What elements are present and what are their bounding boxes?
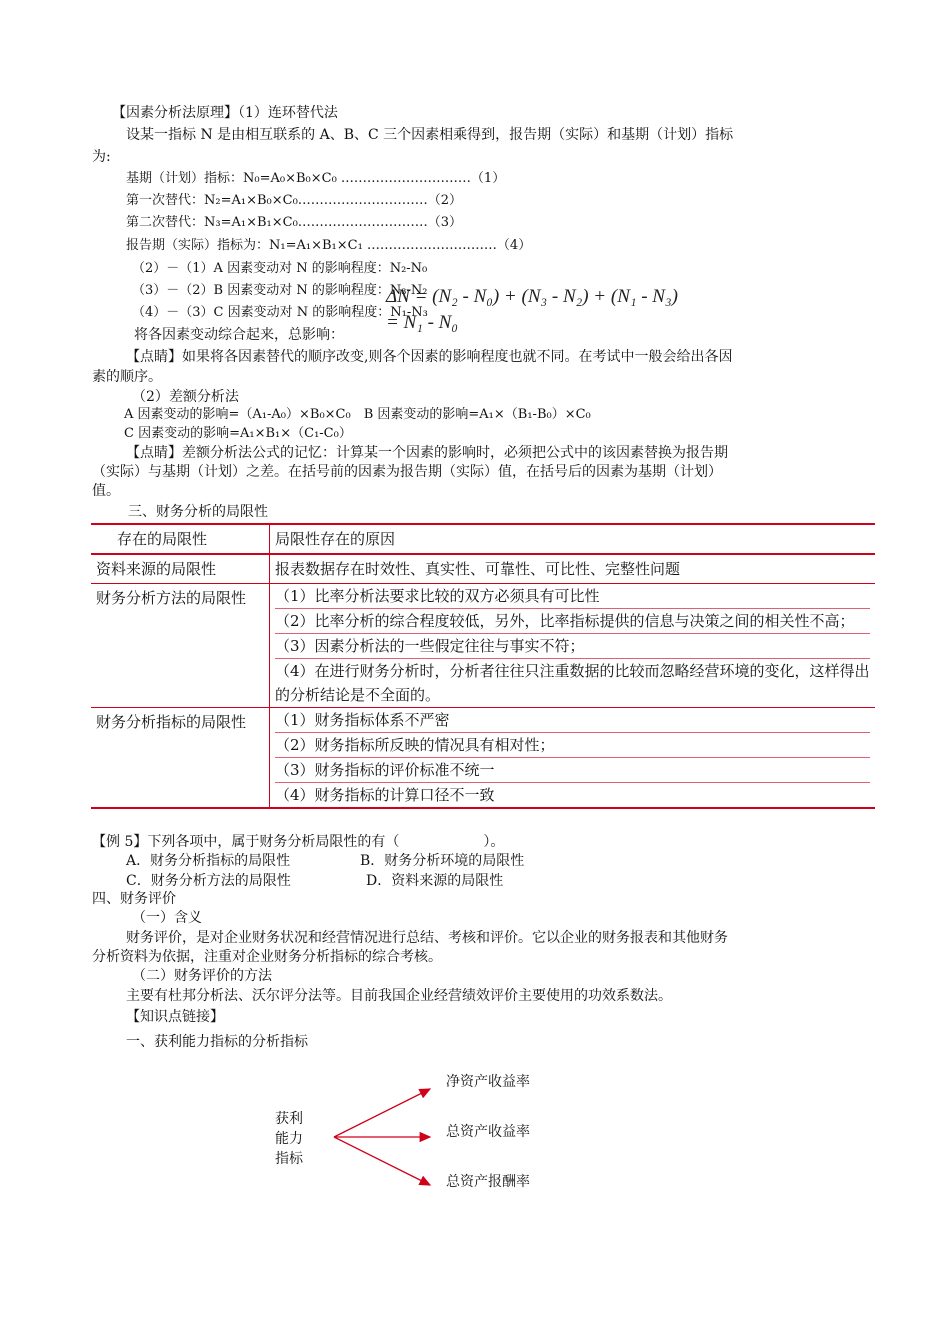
table-item: （1）财务指标体系不严密 bbox=[275, 708, 870, 733]
diff-line: （4）－（3）C 因素变动对 N 的影响程度：N₁-N₃ bbox=[132, 305, 428, 320]
paragraph: 主要有杜邦分析法、沃尔评分法等。目前我国企业经营绩效评价主要使用的功效系数法。 bbox=[126, 988, 672, 1004]
diff-line: （3）－（2）B 因素变动对 N 的影响程度：N₃-N₂ bbox=[132, 283, 428, 298]
section-title: 三、财务分析的局限性 bbox=[128, 504, 268, 520]
table-item: （4）在进行财务分析时，分析者往往只注重数据的比较而忽略经营环境的变化，这样得出的分析结论是不全面的。 bbox=[275, 662, 870, 704]
diagram-root-line: 指标 bbox=[275, 1151, 303, 1167]
paragraph: 分析资料为依据，注重对企业财务分析指标的综合考核。 bbox=[92, 949, 442, 965]
diff-line: （2）－（1）A 因素变动对 N 的影响程度：N₂-N₀ bbox=[132, 261, 428, 276]
method-line: C 因素变动的影响=A₁×B₁×（C₁-C₀） bbox=[124, 426, 352, 441]
formula-line: 基期（计划）指标：N₀=A₀×B₀×C₀ …………………………（1） bbox=[126, 171, 506, 186]
diagram-root-line: 能力 bbox=[275, 1131, 303, 1147]
table-item: （3）因素分析法的一些假定往往与事实不符； bbox=[275, 634, 870, 659]
tip-line: 【点睛】如果将各因素替代的顺序改变,则各个因素的影响程度也就不同。在考试中一般会给出各因 bbox=[126, 349, 733, 365]
table-cell-name: 财务分析方法的局限性 bbox=[91, 584, 270, 708]
option-b: B．财务分析环境的局限性 bbox=[360, 853, 525, 869]
subsection-title: （二）财务评价的方法 bbox=[132, 968, 272, 984]
diagram-root bbox=[275, 1109, 303, 1169]
total-formula-result: = N₁ - N₀ bbox=[386, 312, 458, 333]
option-d: D．资料来源的局限性 bbox=[366, 873, 504, 889]
limitations-table bbox=[91, 523, 875, 809]
tip-line: 素的顺序。 bbox=[92, 369, 162, 385]
formula-line: 第二次替代：N₃=A₁×B₁×C₀…………………………（3） bbox=[126, 215, 463, 230]
diagram-leaf: 净资产收益率 bbox=[446, 1074, 530, 1090]
section-title: 【因素分析法原理】（1）连环替代法 bbox=[112, 105, 338, 121]
arrow-up bbox=[334, 1089, 430, 1137]
option-c: C．财务分析方法的局限性 bbox=[126, 873, 291, 889]
table-cell-item: 报表数据存在时效性、真实性、可靠性、可比性、完整性问题 bbox=[270, 554, 876, 584]
tip-line: 【点睛】差额分析法公式的记忆：计算某一个因素的影响时，必须把公式中的该因素替换为报告期 bbox=[126, 445, 728, 461]
table-item: （1）比率分析法要求比较的双方必须具有可比性 bbox=[275, 584, 870, 609]
table-cell-name: 财务分析指标的局限性 bbox=[91, 708, 270, 809]
method-title: （2）差额分析法 bbox=[132, 389, 239, 405]
diagram-arrows bbox=[260, 1065, 580, 1200]
option-a: A．财务分析指标的局限性 bbox=[126, 853, 291, 869]
table-cell-name: 资料来源的局限性 bbox=[91, 554, 270, 584]
table-cell-items bbox=[270, 584, 876, 708]
total-formula: ΔN = (N₂ - N₀) + (N₃ - N₂) + (N₁ - N₃) bbox=[386, 286, 678, 307]
formula-line: 报告期（实际）指标为：N₁=A₁×B₁×C₁ …………………………（4） bbox=[126, 238, 532, 253]
formula-line: 第一次替代：N₂=A₁×B₀×C₀…………………………（2） bbox=[126, 193, 463, 208]
table-item: （4）财务指标的计算口径不一致 bbox=[275, 786, 495, 804]
profitability-diagram bbox=[260, 1065, 580, 1200]
intro-line: 为: bbox=[92, 149, 111, 165]
table-header: 局限性存在的原因 bbox=[270, 524, 876, 554]
example-question: 【例 5】下列各项中，属于财务分析局限性的有（ ）。 bbox=[92, 834, 505, 850]
table-item: （2）财务指标所反映的情况具有相对性； bbox=[275, 733, 870, 758]
arrow-down bbox=[334, 1137, 430, 1185]
table-item: （2）比率分析的综合程度较低，另外，比率指标提供的信息与决策之间的相关性不高； bbox=[275, 609, 870, 634]
section-title: 四、财务评价 bbox=[92, 891, 176, 907]
diagram-leaf: 总资产报酬率 bbox=[446, 1174, 530, 1190]
knowledge-link: 【知识点链接】 bbox=[126, 1009, 224, 1025]
tip-line: （实际）与基期（计划）之差。在括号前的因素为报告期（实际）值，在括号后的因素为基期（计划） bbox=[92, 464, 722, 480]
paragraph: 财务评价，是对企业财务状况和经营情况进行总结、考核和评价。它以企业的财务报表和其他财务 bbox=[126, 930, 728, 946]
diagram-leaf: 总资产收益率 bbox=[446, 1124, 530, 1140]
diagram-root-line: 获利 bbox=[275, 1111, 303, 1127]
table-cell-items bbox=[270, 708, 876, 809]
subsection-title: （一）含义 bbox=[132, 910, 202, 926]
table-header: 存在的局限性 bbox=[91, 524, 270, 554]
subsection-title: 一、获利能力指标的分析指标 bbox=[126, 1034, 308, 1050]
table-item: （3）财务指标的评价标准不统一 bbox=[275, 758, 870, 783]
total-line: 将各因素变动综合起来，总影响： bbox=[134, 327, 344, 343]
tip-line: 值。 bbox=[92, 483, 120, 499]
intro-line: 设某一指标 N 是由相互联系的 A、B、C 三个因素相乘得到，报告期（实际）和基期（计划）指标 bbox=[126, 127, 734, 143]
method-line: A 因素变动的影响=（A₁-A₀）×B₀×C₀ B 因素变动的影响=A₁×（B₁-B₀）×C₀ bbox=[124, 407, 591, 422]
